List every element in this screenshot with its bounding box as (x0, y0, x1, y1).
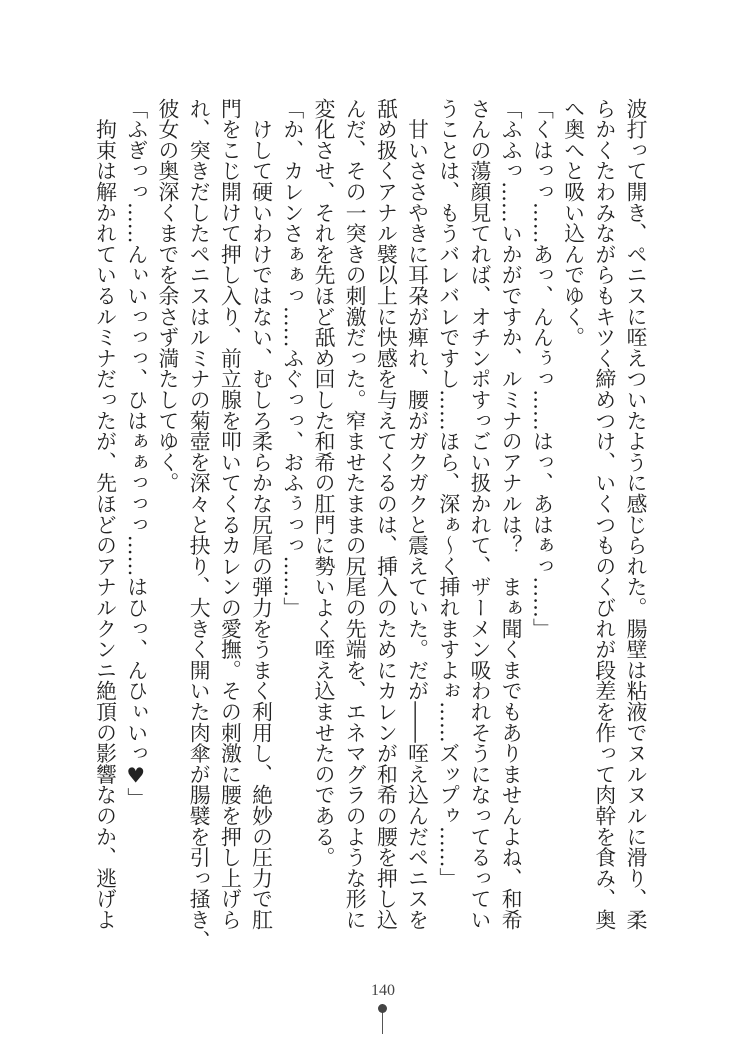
text-line: 変化させ、それを先ほど舐め回した和希の肛門に勢いよく咥え込ませたのである。 (310, 98, 335, 868)
text-line: へ奥へと吸い込んでゆく。 (560, 98, 585, 348)
text-line: さんの蕩顔見てれば、オチンポすっごい扱かれて、ザーメン吸われそうになってるってい (466, 98, 491, 930)
text-line: 「くはっっ……あっ、んんぅっ……はっ、あはぁっ……」 (529, 98, 554, 639)
text-line: 「か、カレンさぁぁっ……ふぐっっ、おふぅっっ……」 (279, 98, 304, 618)
text-line: けして硬いわけではない、むしろ柔らかな尻尾の弾力をうまく利用し、絶妙の圧力で肛 (248, 98, 273, 930)
page-number: 140 (371, 982, 395, 999)
text-line: れ、突きだしたペニスはルミナの菊壺を深々と抉り、大きく開いた肉傘が腸襞を引っ掻き、 (186, 98, 211, 951)
text-line: 甘いささやきに耳朶が痺れ、腰がガクガクと震えていた。だが――咥え込んだペニスを (404, 98, 429, 930)
text-line: うことは、もうバレバレですし……ほら、深ぁ～く挿れますよぉ……ズップゥ……」 (435, 98, 460, 889)
text-line: 舐め扱くアナル襞以上に快感を与えてくるのは、挿入のためにカレンが和希の腰を押し込 (373, 98, 398, 930)
text-line: 「ふふっ……いかがですか、ルミナのアナルは？ まぁ聞くまでもありませんよね、和希 (498, 98, 523, 930)
body-text (88, 98, 650, 968)
text-line: んだ、その一突きの刺激だった。窄ませたままの尻尾の先端を、エネマグラのような形に (342, 98, 367, 930)
text-line: 「ふぎっっ……んぃいっっっ、ひはぁぁっっっ……はひっ、んひぃいっ♥」 (123, 98, 148, 809)
page-marker-dot-icon (378, 1004, 387, 1013)
text-line: 門をこじ開けて押し入り、前立腺を叩いてくるカレンの愛撫。その刺激に腰を押し上げら (217, 98, 242, 930)
text-line: 拘束は解かれているルミナだったが、先ほどのアナルクンニ絶頂の影響なのか、逃げよ (92, 98, 117, 930)
text-line: らかくたわみながらもキツく締めつけ、いくつものくびれが段差を作って肉幹を食み、奥 (591, 98, 616, 930)
text-line: 彼女の奥深くまでを余さず満たしてゆく。 (154, 98, 179, 494)
text-line: 波打って開き、ペニスに咥えついたように感じられた。腸壁は粘液でヌルヌルに滑り、柔 (623, 98, 647, 930)
